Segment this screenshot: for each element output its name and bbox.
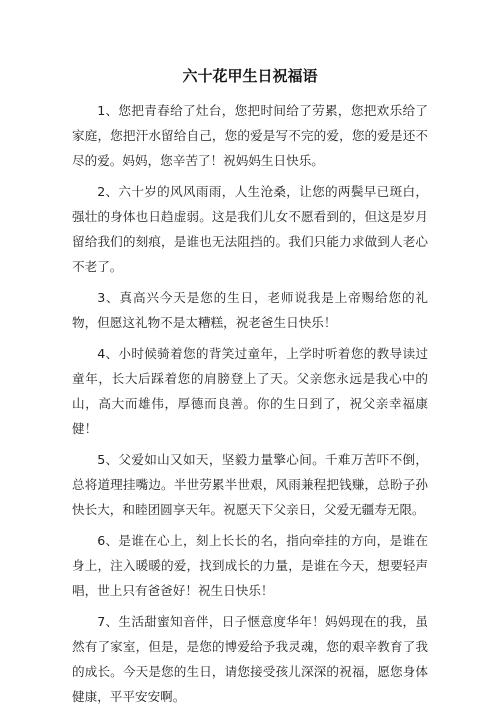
document-title: 六十花甲生日祝福语 <box>182 67 318 85</box>
paragraph-7: 7、生活甜蜜知音伴，日子惬意度华年！妈妈现在的我，虽然有了家室，但是，是您的博爱给予我灵魂，您的艰辛教育了我的成长。今天是您的生日，请您接受孩儿深深的祝福，愿您身体健康，平平安安啊。 <box>72 614 428 704</box>
paragraph-1: 1、您把青春给了灶台，您把时间给了劳累，您把欢乐给了家庭，您把汗水留给自己，您的爱是写不完的爱，您的爱是还不尽的爱。妈妈，您辛苦了！祝妈妈生日快乐。 <box>72 103 428 168</box>
paragraph-5: 5、父爱如山又如天，坚毅力量擎心间。千难万苦吓不倒，总将道理挂嘴边。半世劳累半世艰，风雨兼程把钱赚，总盼子孙快长大，和睦团圆享天年。祝愿天下父亲日，父爱无疆寿无限。 <box>72 452 428 517</box>
paragraph-4: 4、小时候骑着您的背笑过童年，上学时听着您的教导读过童年，长大后踩着您的肩膀登上了天。父亲您永远是我心中的山，高大而雄伟，厚德而良善。你的生日到了，祝父亲幸福康健！ <box>72 346 428 436</box>
paragraph-6: 6、是谁在心上，刻上长长的名，指向牵挂的方向，是谁在身上，注入暖暖的爱，找到成长的力量，是谁在今天，想要轻声唱，世上只有爸爸好！祝生日快乐！ <box>72 533 428 598</box>
paragraph-3: 3、真高兴今天是您的生日，老师说我是上帝赐给您的礼物，但愿这礼物不是太糟糕，祝老爸生日快乐！ <box>72 290 428 330</box>
document-body <box>72 98 428 715</box>
paragraph-2: 2、六十岁的风风雨雨，人生沧桑，让您的两鬓早已斑白，强壮的身体也日趋虚弱。这是我们儿女不愿看到的，但这是岁月留给我们的刻痕，是谁也无法阻挡的。我们只能力求做到人老心不老了。 <box>72 184 428 274</box>
